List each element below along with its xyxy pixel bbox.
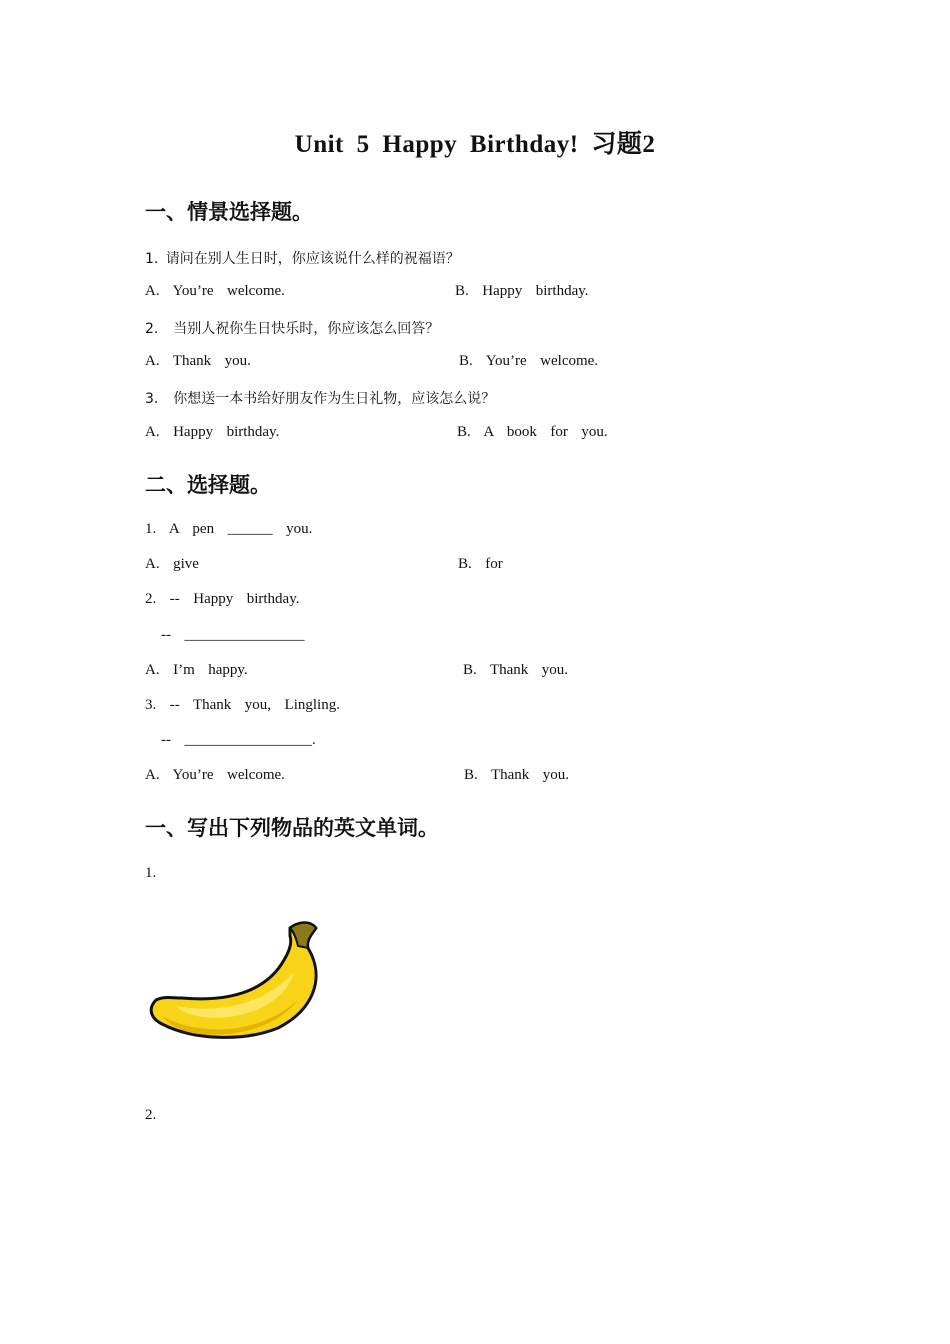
banana-illustration — [148, 912, 324, 1044]
s2-q3-option-b: B. Thank you. — [464, 767, 570, 783]
s1-q1-prompt: 1. 请问在别人生日时，你应该说什么样的祝福语？ — [145, 251, 460, 267]
banana-body — [151, 923, 316, 1038]
s1-q1-option-a: A. You’re welcome. — [145, 283, 285, 299]
section-2-heading: 二、选择题。 — [145, 473, 271, 497]
s2-q1-option-b: B. for — [458, 556, 503, 572]
s1-q2-option-a: A. Thank you. — [145, 353, 251, 369]
s2-q3-option-a: A. You’re welcome. — [145, 767, 285, 783]
s1-q2-option-b: B. You’re welcome. — [459, 353, 599, 369]
s1-q1-option-b: B. Happy birthday. — [455, 283, 589, 299]
s2-q1-prompt: 1. A pen ______ you. — [145, 521, 313, 537]
s2-q3-prompt: 3. -- Thank you, Lingling. — [145, 697, 340, 713]
s2-q2-option-a: A. I’m happy. — [145, 662, 248, 678]
s2-q1-option-a: A. give — [145, 556, 199, 572]
s1-q3-option-a: A. Happy birthday. — [145, 424, 280, 440]
page-title: Unit 5 Happy Birthday! 习题2 — [294, 131, 656, 158]
s2-q3-reply-blank: -- _________________. — [161, 732, 316, 748]
s1-q3-prompt: 3. 你想送一本书给好朋友作为生日礼物，应该怎么说？ — [145, 391, 496, 407]
s3-item-1-number: 1. — [145, 865, 157, 881]
s1-q3-option-b: B. A book for you. — [457, 424, 608, 440]
s3-item-2-number: 2. — [145, 1107, 157, 1123]
section-3-heading: 一、写出下列物品的英文单词。 — [145, 816, 439, 840]
s2-q2-option-b: B. Thank you. — [463, 662, 569, 678]
s2-q2-reply-blank: -- ________________ — [161, 627, 305, 643]
s2-q2-prompt: 2. -- Happy birthday. — [145, 591, 300, 607]
s1-q2-prompt: 2. 当别人祝你生日快乐时，你应该怎么回答？ — [145, 321, 440, 337]
section-1-heading: 一、情景选择题。 — [145, 200, 313, 224]
